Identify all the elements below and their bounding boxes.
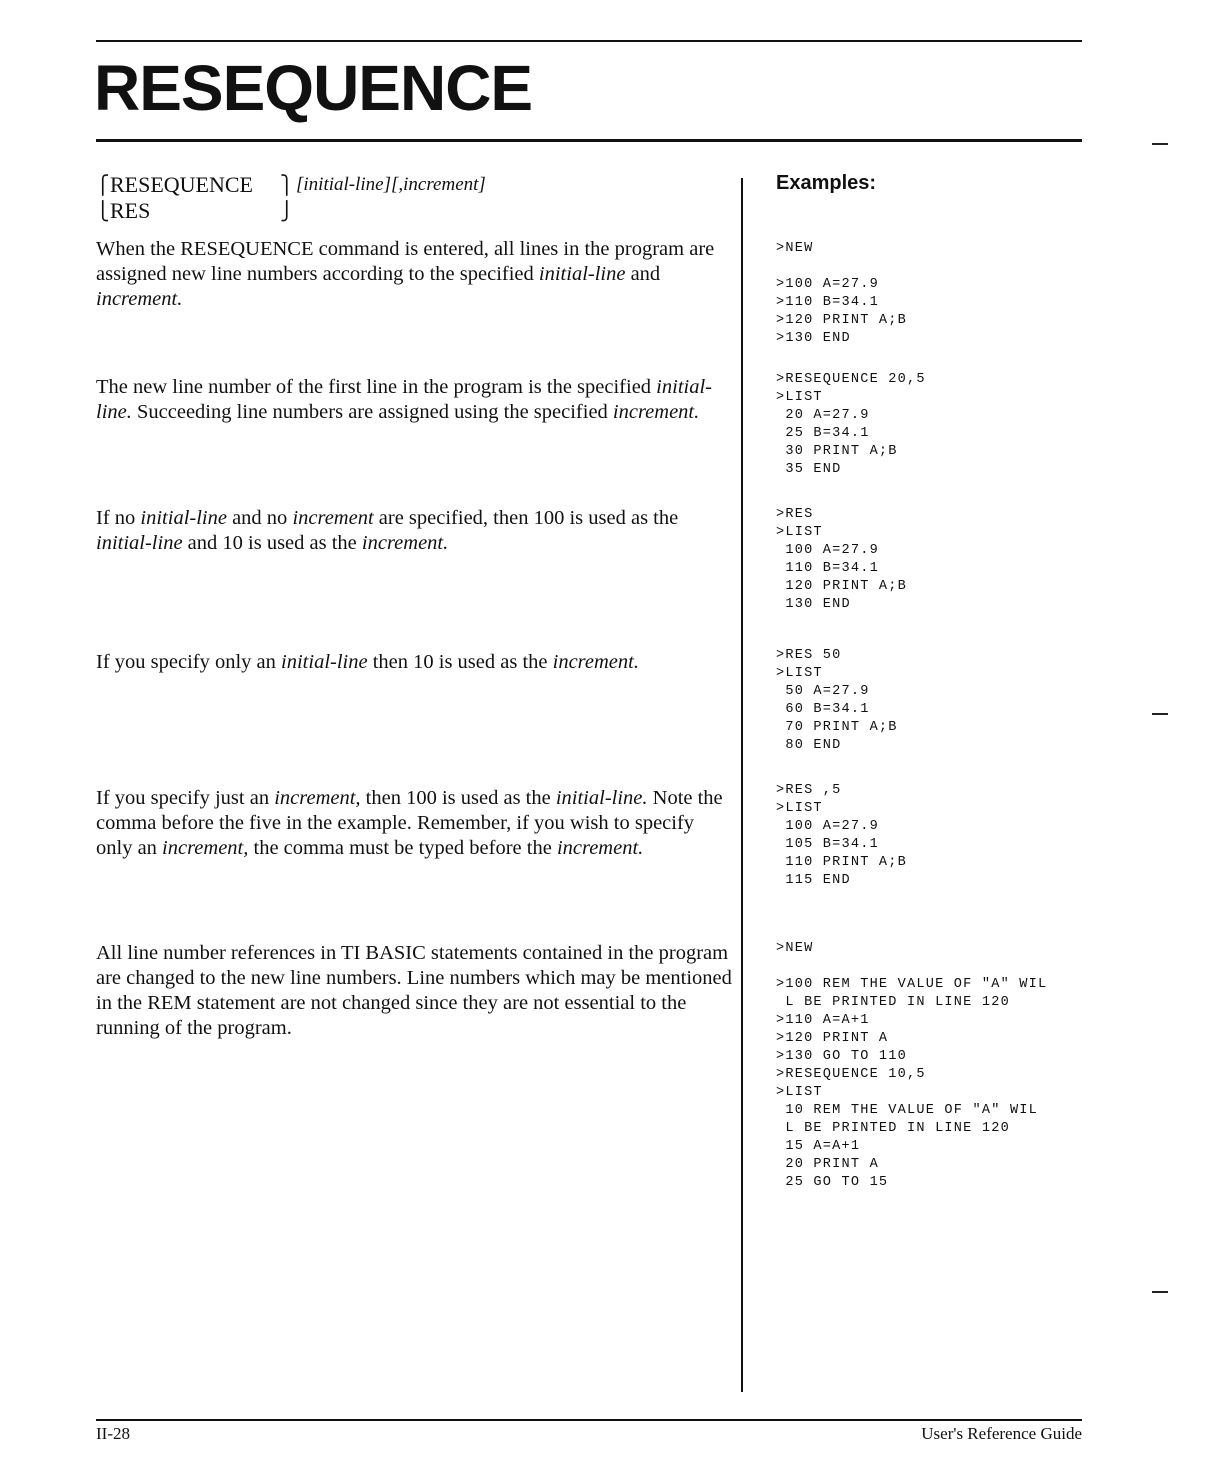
code-line: 25 GO TO 15	[776, 1175, 889, 1190]
code-line: >LIST	[776, 666, 823, 681]
code-line: >LIST	[776, 801, 823, 816]
code-example	[776, 782, 907, 890]
page-title: RESEQUENCE	[94, 52, 533, 124]
paragraph-text: and 10 is used as the	[182, 532, 362, 554]
code-example	[776, 506, 907, 614]
code-line: >RESEQUENCE 20,5	[776, 372, 926, 387]
italic-term: initial-line	[96, 532, 183, 554]
code-line: 110 PRINT A;B	[776, 855, 908, 870]
paragraph-text: All line number references in TI BASIC statements contained in the program are changed to the new line numbers. Line numbers which may be mentioned in the REM statement are not changed since they are not essential to the running of the program.	[96, 942, 732, 1039]
code-line: 115 END	[776, 873, 851, 888]
code-line: >NEW	[776, 941, 814, 956]
examples-heading: Examples:	[776, 172, 877, 194]
code-line: >130 GO TO 110	[776, 1049, 908, 1064]
code-line: 70 PRINT A;B	[776, 720, 898, 735]
code-example	[776, 240, 813, 258]
italic-term: increment,	[162, 837, 249, 859]
margin-tick	[1152, 143, 1168, 145]
code-line: L BE PRINTED IN LINE 120	[776, 995, 1010, 1010]
code-line: >RESEQUENCE 10,5	[776, 1067, 926, 1082]
code-line: 25 B=34.1	[776, 426, 870, 441]
paragraph-text: The new line number of the first line in the program is the specified	[96, 376, 657, 398]
column-divider	[741, 178, 743, 1392]
code-line: 60 B=34.1	[776, 702, 870, 717]
code-line: >NEW	[776, 241, 814, 256]
paragraph-text: If you specify only an	[96, 651, 282, 673]
code-line: >RES ,5	[776, 783, 842, 798]
description-paragraph	[96, 941, 732, 1041]
description-paragraph	[96, 786, 732, 861]
code-example	[776, 276, 907, 348]
paragraph-text: Succeeding line numbers are assigned using the specified	[131, 401, 613, 423]
italic-term: initial-line	[538, 263, 626, 285]
right-brace-top: ⎫	[280, 175, 294, 195]
paragraph-text: are specified, then 100 is used as the	[373, 507, 679, 529]
code-line: >LIST	[776, 525, 823, 540]
italic-term: increment.	[556, 837, 644, 859]
paragraph-text: the comma must be typed before the	[248, 837, 557, 859]
margin-tick	[1152, 713, 1168, 715]
code-line: 10 REM THE VALUE OF "A" WIL	[776, 1103, 1039, 1118]
left-brace-top: ⎧	[96, 175, 110, 195]
paragraph-text: If you specify just an	[96, 787, 275, 809]
code-line: 20 A=27.9	[776, 408, 870, 423]
code-line: >RES	[776, 507, 814, 522]
margin-tick	[1152, 1291, 1168, 1293]
italic-term: initial-line	[281, 651, 368, 673]
code-example	[776, 371, 926, 479]
italic-term: initial-line.	[96, 376, 712, 423]
code-line: >130 END	[776, 331, 851, 346]
paragraph-text: then 10 is used as the	[367, 651, 553, 673]
top-rule	[96, 40, 1082, 42]
code-line: 130 END	[776, 597, 851, 612]
code-line: >120 PRINT A;B	[776, 313, 908, 328]
code-line: >LIST	[776, 390, 823, 405]
italic-term: initial-line	[140, 507, 227, 529]
code-line: 110 B=34.1	[776, 561, 879, 576]
description-paragraph	[96, 650, 732, 675]
italic-term: increment,	[274, 787, 361, 809]
code-example	[776, 647, 898, 755]
italic-term: increment	[292, 507, 374, 529]
paragraph-text: Note the comma before the five in the example. Remember, if you wish to specify only an	[96, 787, 723, 859]
code-example	[776, 976, 1047, 1192]
paragraph-text: When the RESEQUENCE command is entered, all lines in the program are assigned new line numbers according to the specified	[96, 238, 715, 285]
right-brace-bottom: ⎭	[280, 201, 294, 221]
page-number: II-28	[96, 1424, 130, 1443]
syntax-block	[96, 172, 716, 224]
italic-term: increment.	[552, 651, 639, 673]
description-paragraph	[96, 506, 732, 556]
left-brace-bottom: ⎩	[96, 201, 110, 221]
paragraph-text: and no	[226, 507, 293, 529]
italic-term: increment.	[96, 288, 183, 310]
italic-term: increment.	[361, 532, 449, 554]
paragraph-text: If no	[96, 507, 141, 529]
syntax-command-long: RESEQUENCE	[110, 172, 253, 197]
code-line: 30 PRINT A;B	[776, 444, 898, 459]
syntax-parameters: [initial-line][,increment]	[296, 174, 486, 195]
guide-title: User's Reference Guide	[921, 1424, 1082, 1443]
code-line: 120 PRINT A;B	[776, 579, 908, 594]
code-line: >100 REM THE VALUE OF "A" WIL	[776, 977, 1048, 992]
paragraph-text: then 100 is used as the	[360, 787, 556, 809]
code-example	[776, 940, 813, 958]
code-line: >LIST	[776, 1085, 823, 1100]
code-line: 35 END	[776, 462, 842, 477]
code-line: 100 A=27.9	[776, 819, 879, 834]
code-line: 50 A=27.9	[776, 684, 870, 699]
italic-term: initial-line.	[555, 787, 648, 809]
code-line: >120 PRINT A	[776, 1031, 889, 1046]
paragraph-text: and	[625, 263, 661, 285]
description-paragraph	[96, 237, 732, 312]
description-paragraph	[96, 375, 732, 425]
code-line: 100 A=27.9	[776, 543, 879, 558]
italic-term: increment.	[612, 401, 700, 423]
code-line: >100 A=27.9	[776, 277, 879, 292]
code-line: >RES 50	[776, 648, 842, 663]
footer-rule	[96, 1419, 1082, 1421]
code-line: >110 B=34.1	[776, 295, 879, 310]
title-rule	[96, 139, 1082, 142]
code-line: 15 A=A+1	[776, 1139, 861, 1154]
syntax-command-short: RES	[110, 198, 151, 223]
code-line: 20 PRINT A	[776, 1157, 879, 1172]
code-line: >110 A=A+1	[776, 1013, 870, 1028]
code-line: 105 B=34.1	[776, 837, 879, 852]
code-line: L BE PRINTED IN LINE 120	[776, 1121, 1010, 1136]
code-line: 80 END	[776, 738, 842, 753]
